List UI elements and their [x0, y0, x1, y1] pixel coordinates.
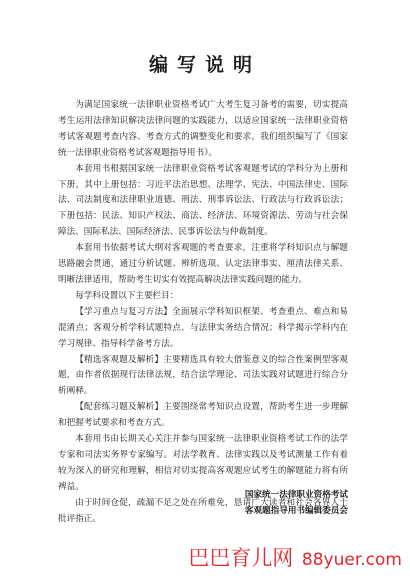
paragraph-section-study: 【学习重点与复习方法】全面展示学科知识框架、考查重点、难点和易混淆点；客观分析学科试题特点、与法律实务结合情况；科学揭示学科内在学习规律、指导科学备考方法。 — [58, 306, 348, 349]
paragraph-sections-lead: 每学科设置以下主要栏目： — [75, 290, 179, 301]
paragraph-structure: 本套用书根据国家统一法律职业资格考试客观题考试的学科分为上册和下册，其中上册包括：习近平法治思想、法理学、宪法、中国法律史、国际法、司法制度和法律职业道德、刑法、刑事诉讼法、行政法与行政诉讼法；下册包括：民法、知识产权法、商法、经济法、环境资源法、劳动与社会保障法、国际私法、国际经济法、民事诉讼法与仲裁制度。 — [58, 163, 348, 238]
watermark-domain: 88yuer.com — [301, 550, 402, 570]
paragraph-intro: 为满足国家统一法律职业资格考试广大考生复习备考的需要，切实提高考生运用法律知识解决法律问题的实践能力，以适应国家统一法律职业资格考试客观题考查内容、考查方式的调整变化和要求，我们组织编写了《国家统一法律职业资格考试客观题指导用书》。 — [58, 100, 348, 158]
paragraph-section-exercises: 【配套练习题及解析】主要围绕常考知识点设置，帮助考生进一步理解和把握考试要求和考查方式。 — [58, 402, 348, 429]
paragraph-section-selected: 【精选客观题及解析】主要精选具有较大借鉴意义的综合性案例型客观题，由作者依据现行法律法规，结合法学理论、司法实践对试题进行综合分析阐释。 — [58, 354, 348, 397]
paragraph-authors: 本套用书由长期关心关注并参与国家统一法律职业资格考试工作的法学专家和司法实务界专家编写。对法学教育、法律实践以及考试测量工作有着较为深入的研究和理解，相信对切实提高客观题应试考生的解题能力将有所裨益。 — [58, 434, 348, 492]
body-text — [58, 98, 348, 527]
watermark-brand: 巴巴育儿网 — [188, 546, 294, 570]
signature-line-2: 客观题指导用书编辑委员会 — [244, 505, 348, 516]
watermark — [188, 542, 402, 572]
paragraph-approach: 本套用书依据考试大纲对客观题的考查要求，注重将学科知识点与解题思路融会贯通，通过分析试题、辨析选项、认定法律事实、厘清法律关系、明晰法律适用，帮助考生切实有效提高解决法律实践问题的能力。 — [58, 243, 348, 285]
page-title: 编写说明 — [148, 54, 261, 76]
signature-line-1: 国家统一法律职业资格考试 — [244, 490, 348, 500]
paragraph-closing: 由于时间仓促，疏漏不足之处在所难免，恳请广大读者和社会各界人士批评指正。 — [58, 497, 348, 524]
signature — [245, 488, 348, 519]
